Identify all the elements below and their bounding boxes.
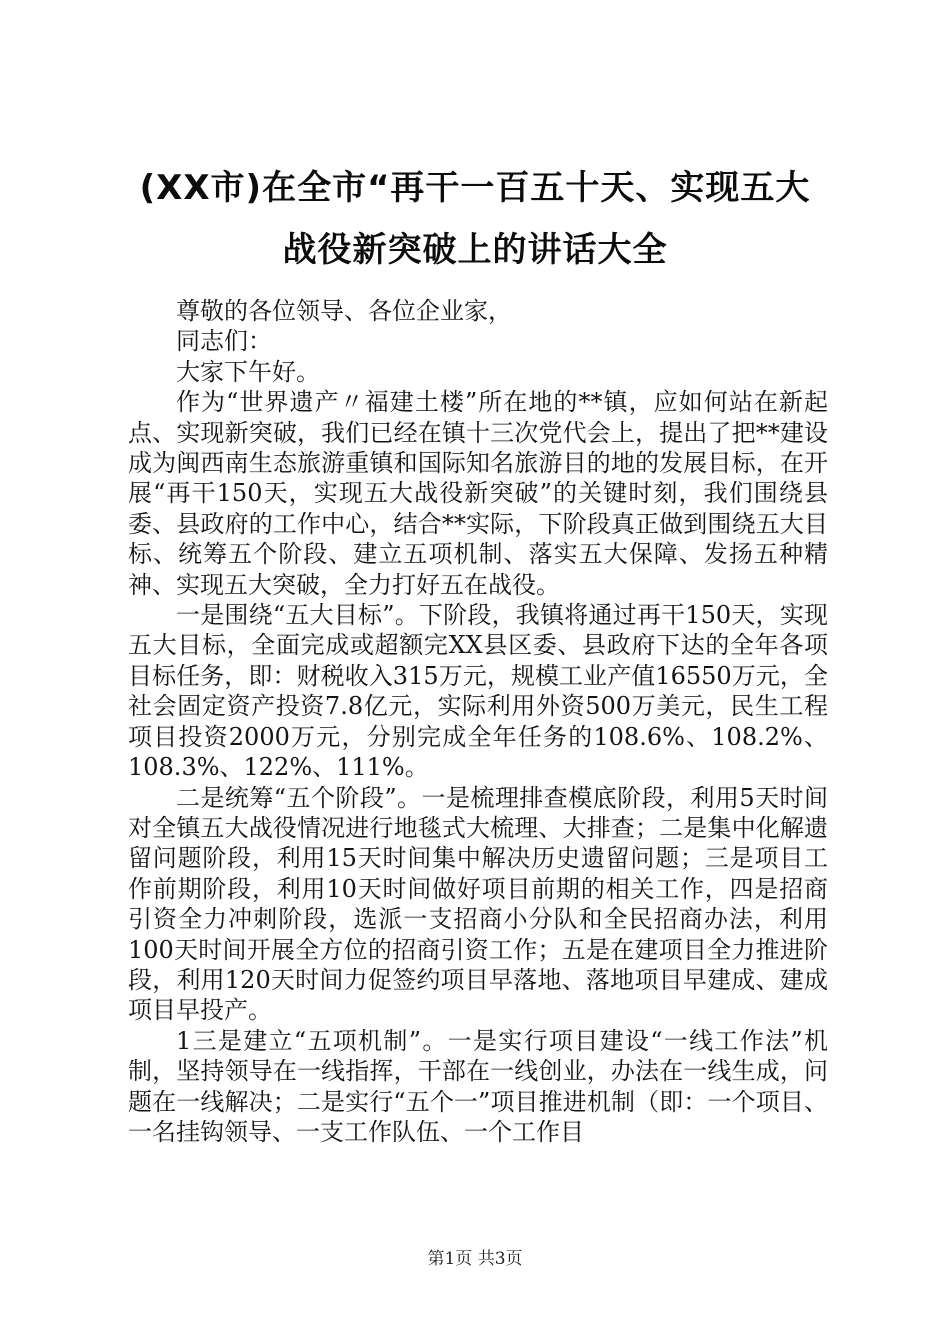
body-paragraph: 作为“世界遗产〃福建土楼”所在地的**镇，应如何站在新起点、实现新突破，我们已经在镇十三次党代会上，提出了把**建设成为闽西南生态旅游重镇和国际知名旅游目的地的发展目标，在开展“再干150天，实现五大战役新突破”的关键时刻，我们围绕县委、县政府的工作中心，结合**实际，下阶段真正做到围绕五大目标、统筹五个阶段、建立五项机制、落实五大保障、发扬五种精神、实现五大突破，全力打好五在战役。 (128, 388, 828, 599)
salutation-paragraph: 同志们： (176, 327, 272, 356)
page-number-footer: 第1页 共3页 (427, 1249, 523, 1269)
body-paragraph: 1三是建立“五项机制”。一是实行项目建设“一线工作法”机制，坚持领导在一线指挥，干部在一线创业，办法在一线生成，问题在一线解决；二是实行“五个一”项目推进机制（即：一个项目、一名挂钩领导、一支工作队伍、一个工作目 (128, 1026, 828, 1146)
salutation-paragraph: 尊敬的各位领导、各位企业家， (176, 297, 512, 325)
greeting-paragraph: 大家下午好。 (176, 357, 320, 386)
document-title-line-2: 战役新突破上的讲话大全 (282, 230, 668, 270)
body-paragraph: 二是统筹“五个阶段”。一是梳理排查模底阶段，利用5天时间对全镇五大战役情况进行地毯式大梳理、大排查；二是集中化解遗留问题阶段，利用15天时间集中解决历史遗留问题；三是项目工作前期阶段，利用10天时间做好项目前期的相关工作，四是招商引资全力冲刺阶段，选派一支招商小分队和全民招商办法，利用100天时间开展全方位的招商引资工作；五是在建项目全力推进阶段，利用120天时间力促签约项目早落地、落地项目早建成、建成项目早投产。 (128, 783, 828, 1025)
document-body (128, 296, 828, 1147)
body-paragraph: 一是围绕“五大目标”。下阶段，我镇将通过再干150天，实现五大目标，全面完成或超额完XX县区委、县政府下达的全年各项目标任务，即：财税收入315万元，规模工业产值16550万元，全社会固定资产投资7.8亿元，实际利用外资500万美元，民生工程项目投资2000万元，分别完成全年任务的108.6%、108.2%、108.3%、122%、111%。 (128, 601, 828, 782)
document-title-line-1: (XX市)在全市“再干一百五十天、实现五大 (139, 168, 811, 208)
